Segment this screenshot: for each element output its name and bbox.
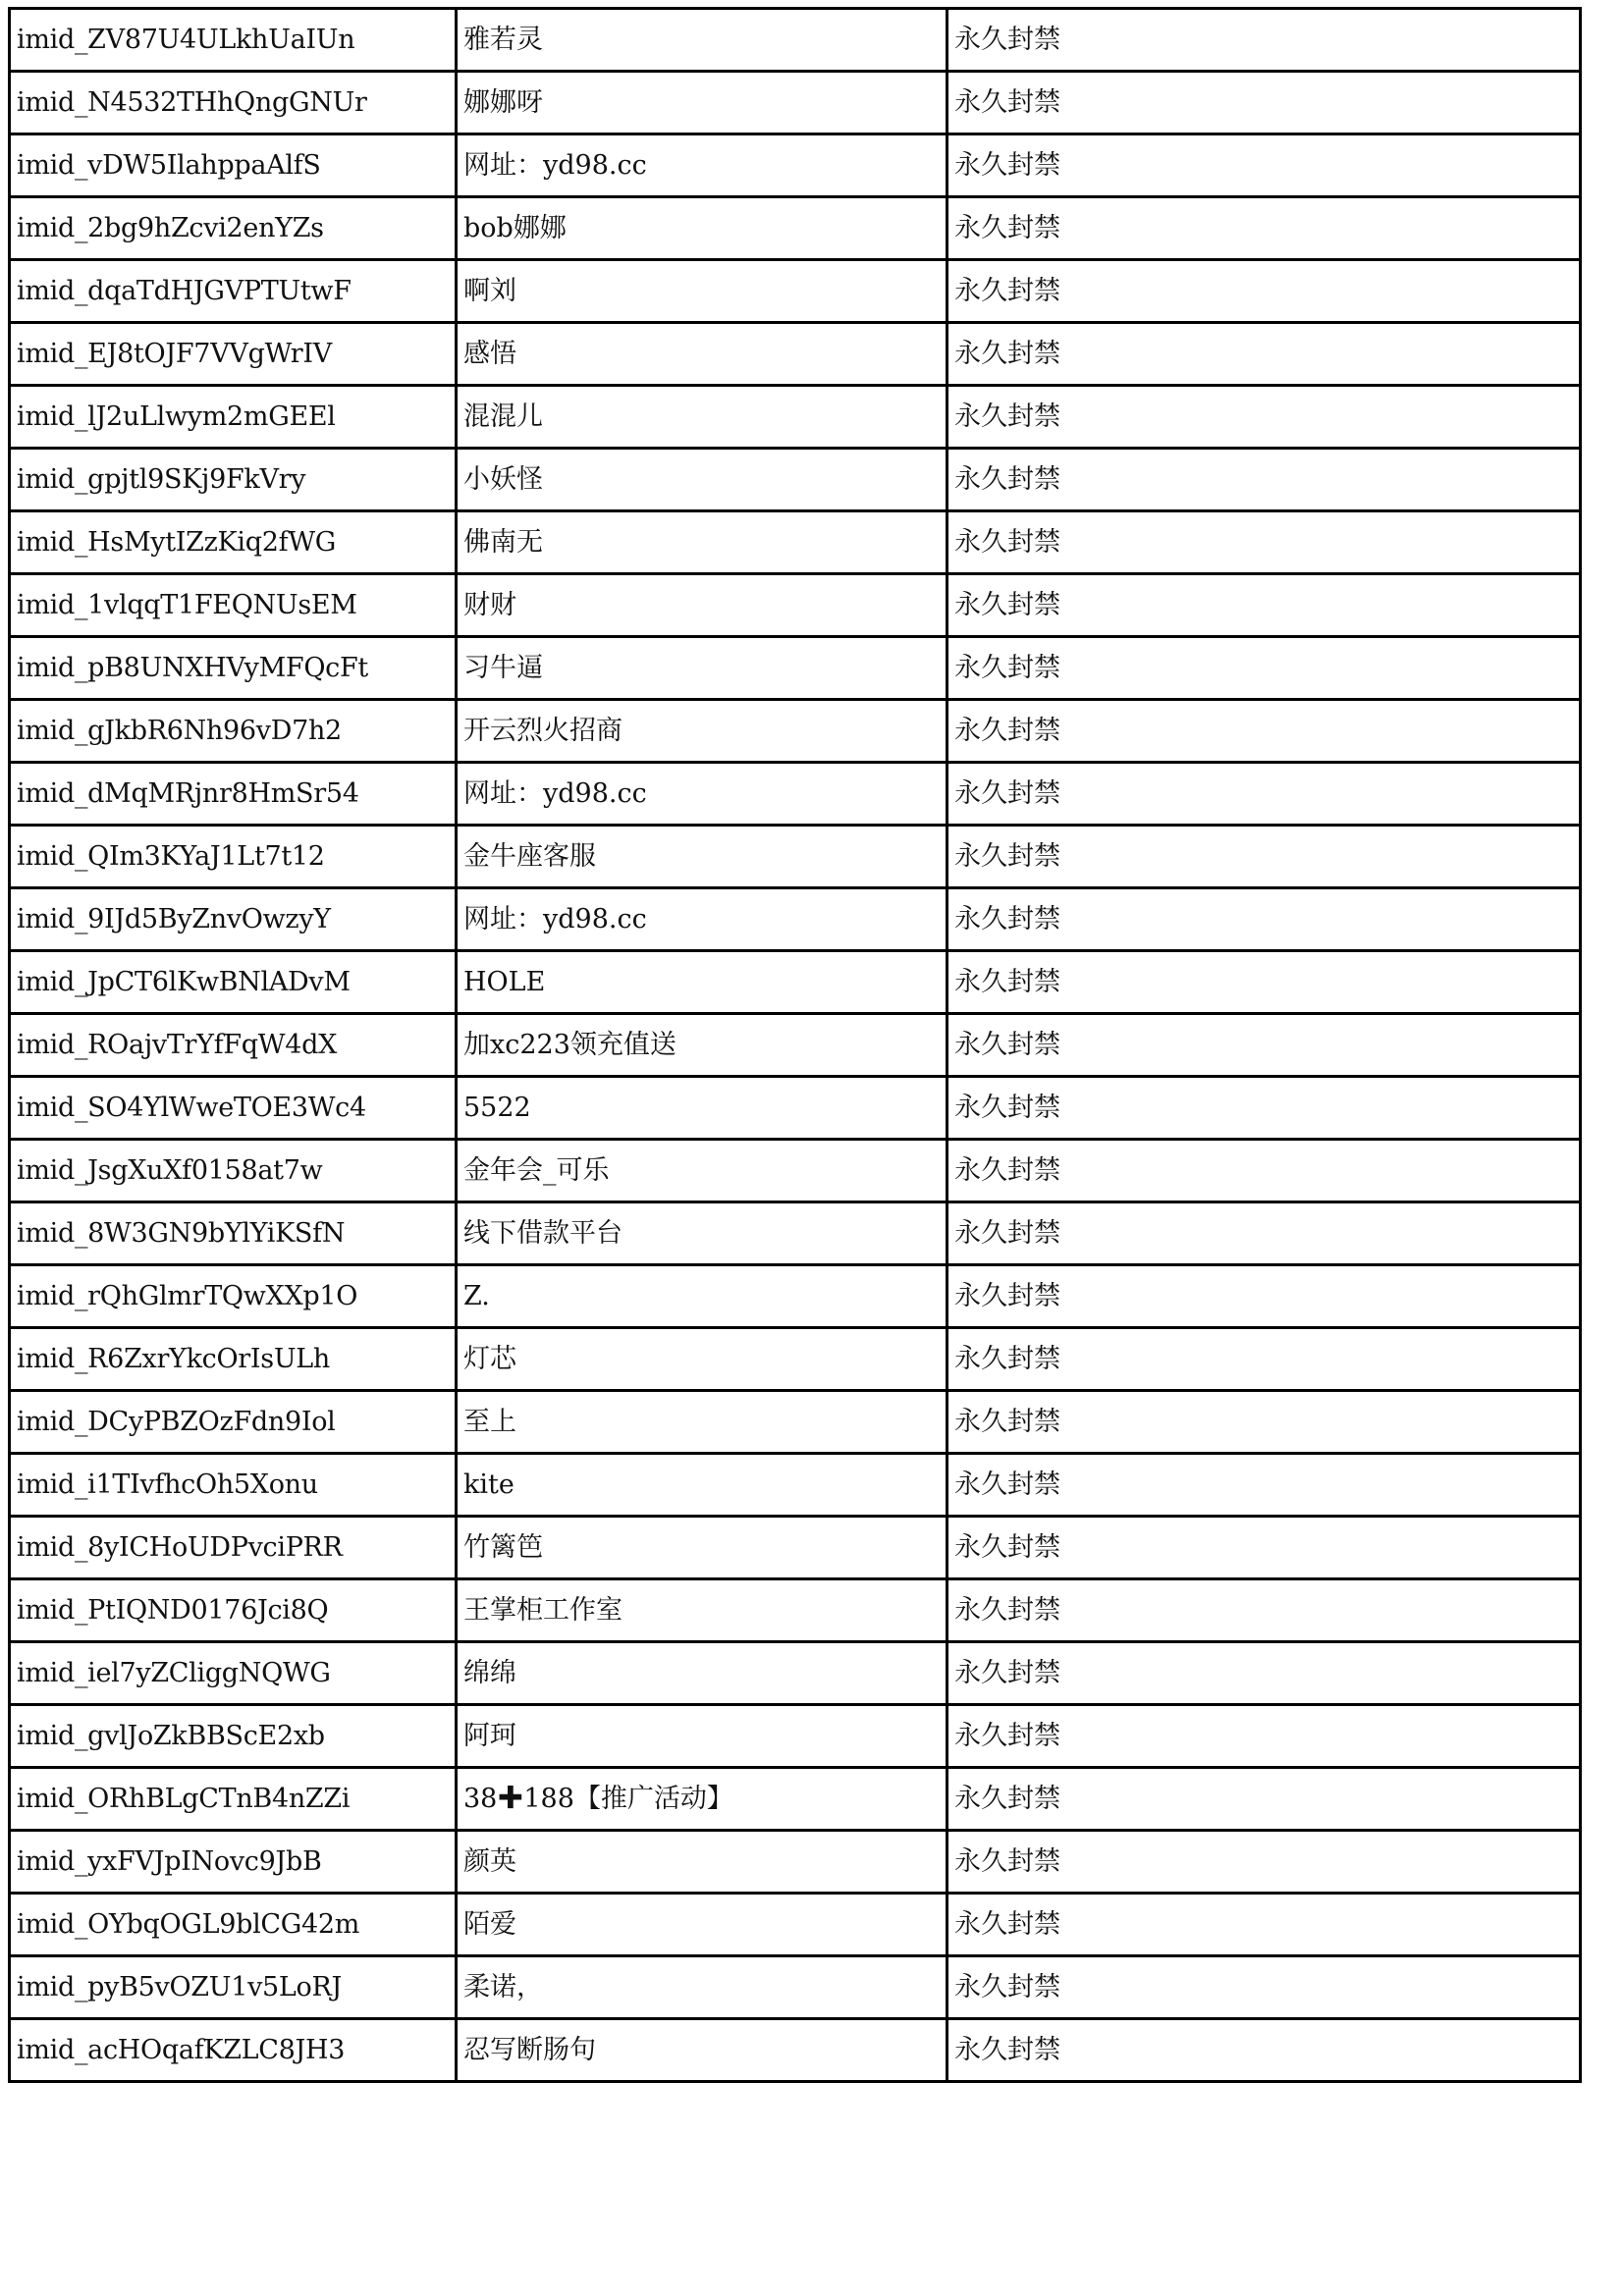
- nickname-cell: HOLE: [457, 951, 947, 1014]
- nickname-cell: 感悟: [457, 323, 947, 386]
- ban-status-cell: 永久封禁: [947, 197, 1581, 260]
- table-row: [10, 1642, 1581, 1705]
- nickname-cell: 38✚188【推广活动】: [457, 1768, 947, 1831]
- account-id-cell: imid_8yICHoUDPvciPRR: [10, 1517, 457, 1579]
- ban-status-cell: 永久封禁: [947, 1831, 1581, 1894]
- table-row: [10, 511, 1581, 574]
- nickname-cell: 颜英: [457, 1831, 947, 1894]
- table-row: [10, 2019, 1581, 2082]
- table-row: [10, 1391, 1581, 1454]
- nickname-cell: 小妖怪: [457, 449, 947, 511]
- table-row: [10, 72, 1581, 134]
- table-row: [10, 951, 1581, 1014]
- table-row: [10, 260, 1581, 323]
- ban-status-cell: 永久封禁: [947, 2019, 1581, 2082]
- ban-status-cell: 永久封禁: [947, 1391, 1581, 1454]
- ban-status-cell: 永久封禁: [947, 763, 1581, 826]
- ban-status-cell: 永久封禁: [947, 1579, 1581, 1642]
- account-id-cell: imid_ZV87U4ULkhUaIUn: [10, 9, 457, 72]
- nickname-cell: 陌爱: [457, 1894, 947, 1956]
- account-id-cell: imid_JpCT6lKwBNlADvM: [10, 951, 457, 1014]
- table-row: [10, 1202, 1581, 1265]
- account-id-cell: imid_R6ZxrYkcOrIsULh: [10, 1328, 457, 1391]
- ban-status-cell: 永久封禁: [947, 1077, 1581, 1140]
- nickname-cell: 5522: [457, 1077, 947, 1140]
- account-id-cell: imid_SO4YlWweTOE3Wc4: [10, 1077, 457, 1140]
- account-id-cell: imid_OYbqOGL9blCG42m: [10, 1894, 457, 1956]
- nickname-cell: 金牛座客服: [457, 826, 947, 888]
- table-row: [10, 1454, 1581, 1517]
- ban-status-cell: 永久封禁: [947, 9, 1581, 72]
- table-row: [10, 449, 1581, 511]
- account-id-cell: imid_vDW5IlahppaAlfS: [10, 134, 457, 197]
- nickname-cell: 财财: [457, 574, 947, 637]
- nickname-cell: bob娜娜: [457, 197, 947, 260]
- table-row: [10, 1705, 1581, 1768]
- banned-accounts-table: [8, 7, 1582, 2083]
- ban-status-cell: 永久封禁: [947, 1705, 1581, 1768]
- account-id-cell: imid_pB8UNXHVyMFQcFt: [10, 637, 457, 700]
- ban-status-cell: 永久封禁: [947, 1454, 1581, 1517]
- nickname-cell: 网址：yd98.cc: [457, 888, 947, 951]
- account-id-cell: imid_ROajvTrYfFqW4dX: [10, 1014, 457, 1077]
- ban-status-cell: 永久封禁: [947, 951, 1581, 1014]
- ban-status-cell: 永久封禁: [947, 700, 1581, 763]
- table-row: [10, 134, 1581, 197]
- account-id-cell: imid_HsMytIZzKiq2fWG: [10, 511, 457, 574]
- account-id-cell: imid_EJ8tOJF7VVgWrIV: [10, 323, 457, 386]
- account-id-cell: imid_i1TIvfhcOh5Xonu: [10, 1454, 457, 1517]
- table-row: [10, 637, 1581, 700]
- nickname-cell: 佛南无: [457, 511, 947, 574]
- table-row: [10, 1328, 1581, 1391]
- ban-status-cell: 永久封禁: [947, 386, 1581, 449]
- nickname-cell: 阿珂: [457, 1705, 947, 1768]
- ban-status-cell: 永久封禁: [947, 1265, 1581, 1328]
- table-row: [10, 1831, 1581, 1894]
- account-id-cell: imid_pyB5vOZU1v5LoRJ: [10, 1956, 457, 2019]
- account-id-cell: imid_QIm3KYaJ1Lt7t12: [10, 826, 457, 888]
- account-id-cell: imid_8W3GN9bYlYiKSfN: [10, 1202, 457, 1265]
- ban-status-cell: 永久封禁: [947, 134, 1581, 197]
- table-row: [10, 1265, 1581, 1328]
- account-id-cell: imid_PtIQND0176Jci8Q: [10, 1579, 457, 1642]
- nickname-cell: 开云烈火招商: [457, 700, 947, 763]
- account-id-cell: imid_gvlJoZkBBScE2xb: [10, 1705, 457, 1768]
- account-id-cell: imid_1vlqqT1FEQNUsEM: [10, 574, 457, 637]
- nickname-cell: Z.: [457, 1265, 947, 1328]
- table-body: [10, 9, 1581, 2082]
- account-id-cell: imid_acHOqafKZLC8JH3: [10, 2019, 457, 2082]
- nickname-cell: 网址：yd98.cc: [457, 134, 947, 197]
- account-id-cell: imid_dqaTdHJGVPTUtwF: [10, 260, 457, 323]
- table-row: [10, 1768, 1581, 1831]
- account-id-cell: imid_gJkbR6Nh96vD7h2: [10, 700, 457, 763]
- table-row: [10, 9, 1581, 72]
- nickname-cell: 雅若灵: [457, 9, 947, 72]
- ban-status-cell: 永久封禁: [947, 449, 1581, 511]
- ban-status-cell: 永久封禁: [947, 1768, 1581, 1831]
- table-row: [10, 386, 1581, 449]
- table-row: [10, 1894, 1581, 1956]
- table-row: [10, 197, 1581, 260]
- ban-status-cell: 永久封禁: [947, 1202, 1581, 1265]
- ban-status-cell: 永久封禁: [947, 1014, 1581, 1077]
- nickname-cell: 忍写断肠句: [457, 2019, 947, 2082]
- account-id-cell: imid_rQhGlmrTQwXXp1O: [10, 1265, 457, 1328]
- nickname-cell: 王掌柜工作室: [457, 1579, 947, 1642]
- account-id-cell: imid_DCyPBZOzFdn9Iol: [10, 1391, 457, 1454]
- nickname-cell: 啊刘: [457, 260, 947, 323]
- account-id-cell: imid_9IJd5ByZnvOwzyY: [10, 888, 457, 951]
- table-row: [10, 763, 1581, 826]
- ban-status-cell: 永久封禁: [947, 1517, 1581, 1579]
- table-row: [10, 1140, 1581, 1202]
- nickname-cell: 金年会_可乐: [457, 1140, 947, 1202]
- ban-status-cell: 永久封禁: [947, 1642, 1581, 1705]
- table-row: [10, 1956, 1581, 2019]
- table-row: [10, 1579, 1581, 1642]
- nickname-cell: 灯芯: [457, 1328, 947, 1391]
- account-id-cell: imid_JsgXuXf0158at7w: [10, 1140, 457, 1202]
- ban-status-cell: 永久封禁: [947, 637, 1581, 700]
- nickname-cell: 娜娜呀: [457, 72, 947, 134]
- ban-status-cell: 永久封禁: [947, 1328, 1581, 1391]
- nickname-cell: 习牛逼: [457, 637, 947, 700]
- account-id-cell: imid_gpjtl9SKj9FkVry: [10, 449, 457, 511]
- nickname-cell: 线下借款平台: [457, 1202, 947, 1265]
- ban-status-cell: 永久封禁: [947, 1894, 1581, 1956]
- table-row: [10, 574, 1581, 637]
- nickname-cell: 柔诺，: [457, 1956, 947, 2019]
- ban-status-cell: 永久封禁: [947, 574, 1581, 637]
- table-row: [10, 323, 1581, 386]
- table-row: [10, 700, 1581, 763]
- account-id-cell: imid_2bg9hZcvi2enYZs: [10, 197, 457, 260]
- account-id-cell: imid_yxFVJpINovc9JbB: [10, 1831, 457, 1894]
- nickname-cell: 至上: [457, 1391, 947, 1454]
- account-id-cell: imid_ORhBLgCTnB4nZZi: [10, 1768, 457, 1831]
- ban-status-cell: 永久封禁: [947, 260, 1581, 323]
- nickname-cell: 加xc223领充值送: [457, 1014, 947, 1077]
- ban-status-cell: 永久封禁: [947, 826, 1581, 888]
- table-row: [10, 888, 1581, 951]
- table-row: [10, 826, 1581, 888]
- ban-status-cell: 永久封禁: [947, 511, 1581, 574]
- table-row: [10, 1014, 1581, 1077]
- nickname-cell: kite: [457, 1454, 947, 1517]
- nickname-cell: 混混儿: [457, 386, 947, 449]
- account-id-cell: imid_iel7yZCliggNQWG: [10, 1642, 457, 1705]
- nickname-cell: 绵绵: [457, 1642, 947, 1705]
- account-id-cell: imid_lJ2uLlwym2mGEEl: [10, 386, 457, 449]
- table-row: [10, 1517, 1581, 1579]
- nickname-cell: 网址：yd98.cc: [457, 763, 947, 826]
- ban-status-cell: 永久封禁: [947, 1140, 1581, 1202]
- nickname-cell: 竹篱笆: [457, 1517, 947, 1579]
- ban-status-cell: 永久封禁: [947, 72, 1581, 134]
- ban-status-cell: 永久封禁: [947, 323, 1581, 386]
- table-row: [10, 1077, 1581, 1140]
- account-id-cell: imid_dMqMRjnr8HmSr54: [10, 763, 457, 826]
- account-id-cell: imid_N4532THhQngGNUr: [10, 72, 457, 134]
- ban-status-cell: 永久封禁: [947, 888, 1581, 951]
- ban-status-cell: 永久封禁: [947, 1956, 1581, 2019]
